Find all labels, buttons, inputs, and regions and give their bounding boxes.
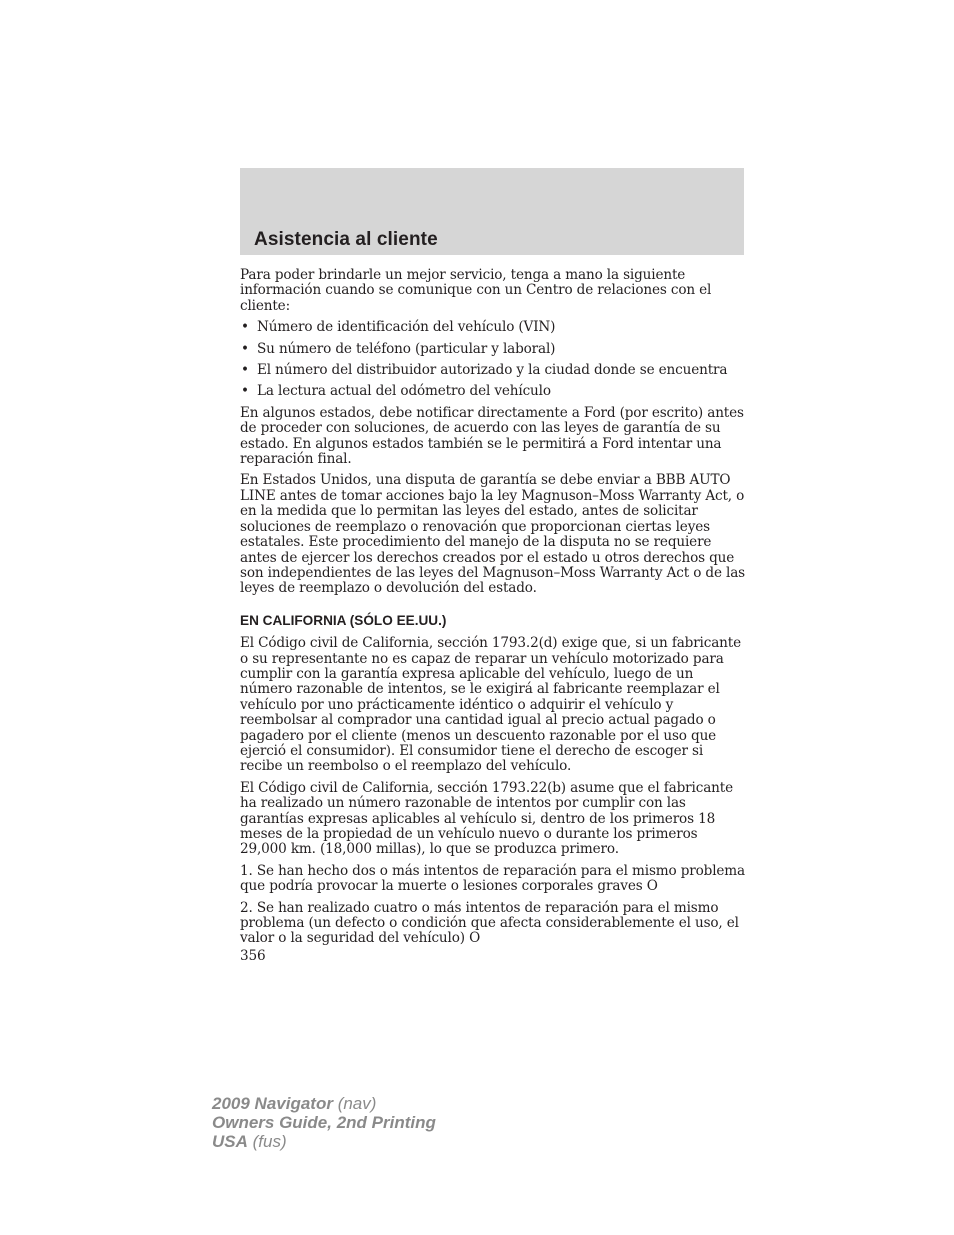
list-item (240, 320, 745, 335)
footer-model-code: (nav) (337, 1094, 377, 1113)
list-item-text: La lectura actual del odómetro del vehículo (257, 383, 551, 400)
california-paragraph-1: El Código civil de California, sección 1793.2(d) exige que, si un fabricante o su representante no es capaz de reparar un vehículo motorizado para cumplir con la garantía expresa aplicable del vehículo, luego de un número razonable de intentos, se le exigirá al fabricante reemplazar el vehículo por uno prácticamente idéntico o adquirir el vehículo y reembolsar al comprador una cantidad igual al precio actual pagado o pagadero por el cliente (menos un descuento razonable por el uso que ejerció el consumidor). El consumidor tiene el derecho de escoger si recibe un reembolso o el reemplazo del vehículo. (240, 635, 741, 775)
bullet-icon: • (241, 362, 249, 379)
page-title: Asistencia al cliente (254, 229, 438, 250)
section-heading: EN CALIFORNIA (SÓLO EE.UU.) (240, 612, 447, 628)
page-number: 356 (240, 947, 266, 964)
bullet-icon: • (241, 340, 249, 357)
list-item-text: Su número de teléfono (particular y laboral) (257, 340, 556, 357)
list-item (240, 384, 745, 399)
footer-guide: Owners Guide, 2nd Printing (212, 1113, 436, 1132)
header-band (240, 168, 744, 255)
condition-item-2: 2. Se han realizado cuatro o más intentos de reparación para el mismo problema (un defecto o condición que afecta considerablemente el uso, el valor o la seguridad del vehículo) O (240, 899, 739, 947)
intro-paragraph: Para poder brindarle un mejor servicio, tenga a mano la siguiente información cuando se comunique con un Centro de relaciones con el cliente: (240, 267, 712, 314)
main-content (240, 268, 745, 964)
list-item-text: El número del distribuidor autorizado y la ciudad donde se encuentra (257, 362, 728, 379)
california-paragraph-2: El Código civil de California, sección 1793.22(b) asume que el fabricante ha realizado un número razonable de intentos por cumplir con las garantías expresas aplicables al vehículo si, dentro de los primeros 18 meses de la propiedad de un vehículo nuevo o durante los primeros 29,000 km. (18,000 millas), lo que se produzca primero. (240, 779, 733, 858)
list-item (240, 363, 745, 378)
footer-line-3 (212, 1132, 436, 1151)
condition-item-1: 1. Se han hecho dos o más intentos de reparación para el mismo problema que podría provocar la muerte o lesiones corporales graves O (240, 862, 745, 895)
footer-model: 2009 Navigator (212, 1094, 333, 1113)
list-item-text: Número de identificación del vehículo (VIN) (257, 319, 556, 336)
footer-line-2 (212, 1113, 436, 1132)
footer-market: USA (212, 1132, 248, 1151)
footer (212, 1094, 436, 1151)
bullet-icon: • (241, 383, 249, 400)
info-list (240, 320, 745, 400)
state-notice-paragraph: En algunos estados, debe notificar directamente a Ford (por escrito) antes de proceder con soluciones, de acuerdo con las leyes de garantía de su estado. En algunos estados también se le permitirá a Ford intentar una reparación final. (240, 404, 744, 468)
bbb-auto-line-paragraph: En Estados Unidos, una disputa de garantía se debe enviar a BBB AUTO LINE antes de tomar acciones bajo la ley Magnuson–Moss Warranty Act, o en la medida que lo permitan las leyes del estado, antes de solicitar soluciones de reemplazo o renovación que proporcionan ciertas leyes estatales. Este procedimiento del manejo de la disputa no se requiere antes de ejercer los derechos creados por el estado u otros derechos que son independientes de las leyes del Magnuson–Moss Warranty Act o de las leyes de reemplazo o devolución del estado. (240, 472, 745, 597)
bullet-icon: • (241, 319, 249, 336)
footer-line-1 (212, 1094, 436, 1113)
list-item (240, 342, 745, 357)
footer-market-code: (fus) (252, 1132, 287, 1151)
